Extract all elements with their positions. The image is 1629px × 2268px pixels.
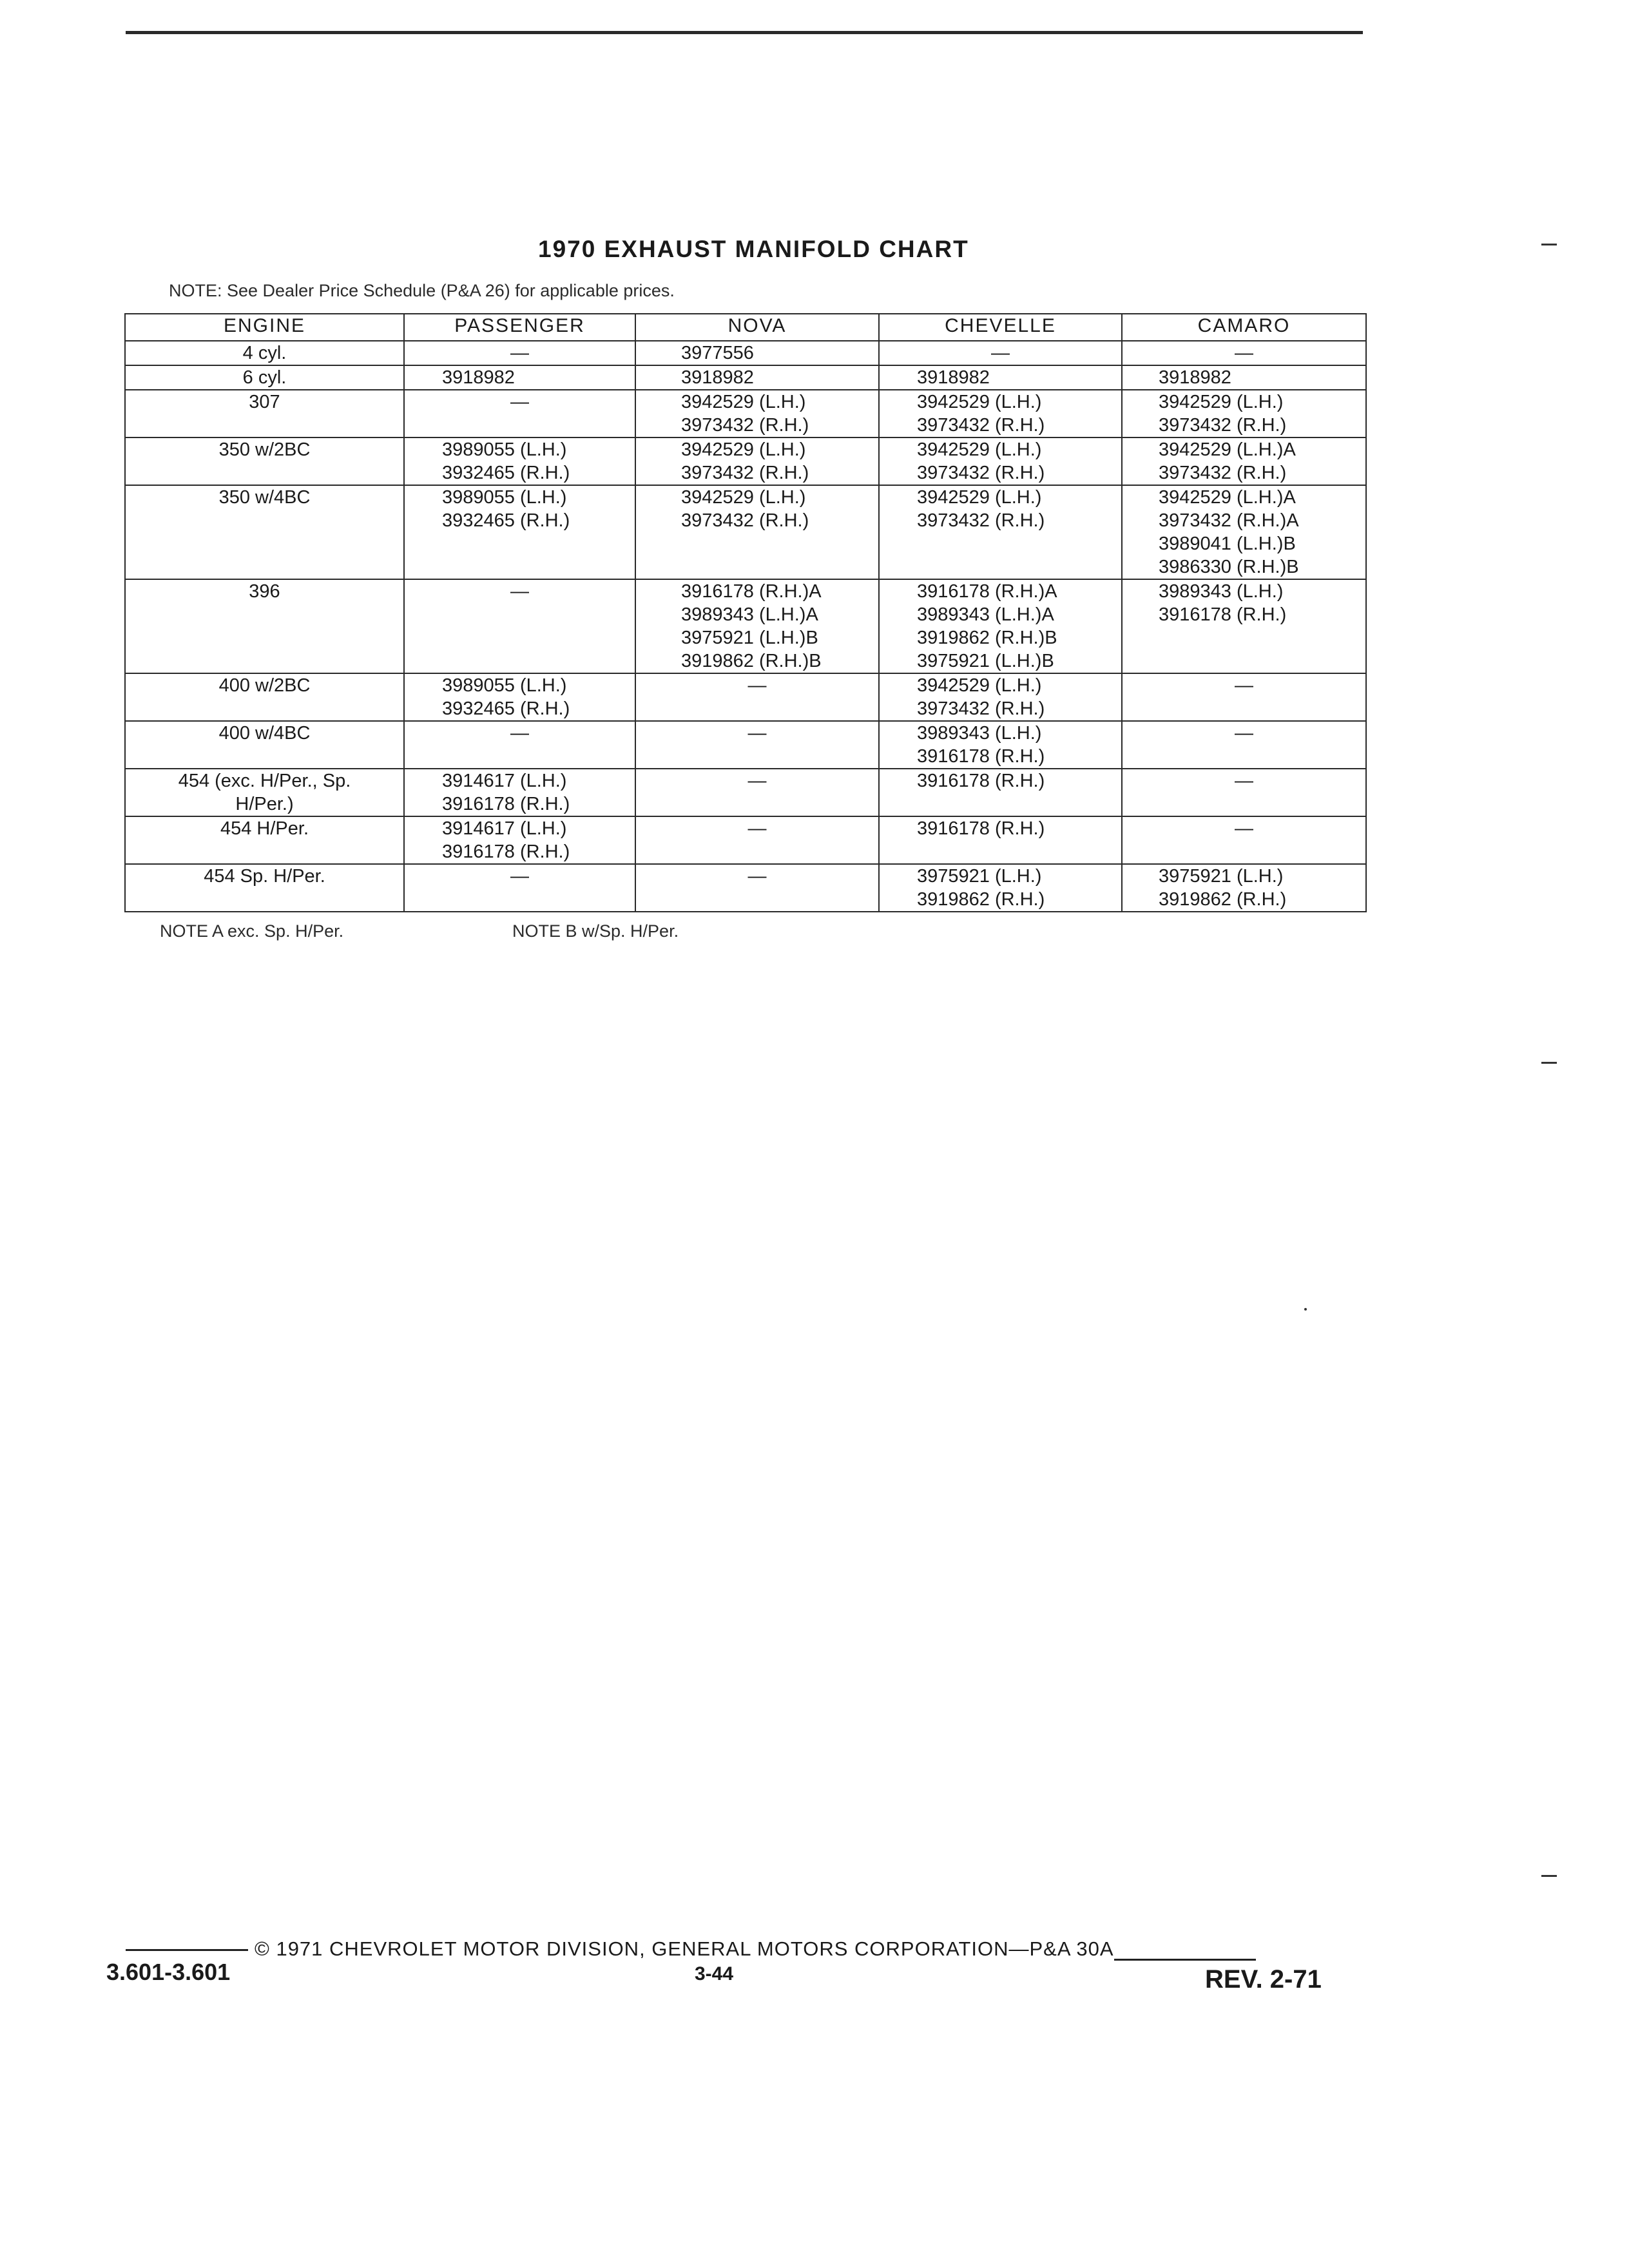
cell-camaro [1122,485,1366,579]
cell-line: 3942529 (L.H.) [917,392,1042,412]
column-header-passenger: PASSENGER [404,314,635,341]
cell-line: 3973432 (R.H.) [1159,415,1287,436]
cell-passenger [404,816,635,864]
cell-line: — [510,866,529,887]
cell-line: 3975921 (L.H.) [917,866,1042,887]
cell-line: 3989343 (L.H.) [917,723,1042,744]
cell-line: 3989055 (L.H.) [442,675,567,696]
cell-line: 3918982 [442,367,515,388]
cell-line: 3916178 (R.H.)A [917,581,1057,602]
cell-line: 3973432 (R.H.) [681,510,809,531]
cell-camaro [1122,365,1366,390]
cell-chevelle [879,721,1122,769]
cell-line: 3942529 (L.H.) [681,439,806,460]
cell-engine [125,579,404,673]
cell-camaro [1122,721,1366,769]
cell-line: 3916178 (R.H.) [442,841,570,862]
cell-line: 3914617 (L.H.) [442,818,567,839]
cell-camaro [1122,769,1366,816]
cell-engine [125,485,404,579]
cell-engine [125,390,404,437]
note-b: NOTE B w/Sp. H/Per. [512,921,679,941]
cell-passenger [404,365,635,390]
cell-line: — [510,343,529,363]
cell-line: 3919862 (R.H.) [917,889,1045,910]
cell-camaro [1122,390,1366,437]
column-header-engine: ENGINE [125,314,404,341]
footer-rule-right [1114,1959,1256,1961]
cell-line: 3989343 (L.H.) [1159,581,1284,602]
column-header-camaro: CAMARO [1122,314,1366,341]
cell-passenger [404,579,635,673]
cell-chevelle [879,864,1122,912]
margin-tick [1541,1875,1557,1877]
table-row [125,769,1366,816]
cell-nova [635,437,879,485]
cell-engine [125,365,404,390]
cell-line: 3918982 [917,367,990,388]
cell-engine [125,341,404,365]
cell-passenger [404,485,635,579]
price-note: NOTE: See Dealer Price Schedule (P&A 26) for applicable prices. [169,281,675,300]
cell-nova [635,365,879,390]
cell-line: 3918982 [681,367,754,388]
cell-nova [635,673,879,721]
cell-chevelle [879,390,1122,437]
section-code: 3.601-3.601 [106,1959,231,1985]
cell-line: 3942529 (L.H.) [681,487,806,508]
cell-line: 3932465 (R.H.) [442,463,570,483]
cell-passenger [404,721,635,769]
cell-line: 3975921 (L.H.)B [917,651,1054,671]
cell-camaro [1122,673,1366,721]
cell-line: — [510,581,529,602]
cell-chevelle [879,816,1122,864]
cell-chevelle [879,769,1122,816]
cell-line: 3919862 (R.H.)B [681,651,822,671]
cell-line: — [510,392,529,412]
revision: REV. 2-71 [1205,1965,1322,1994]
cell-line: 3914617 (L.H.) [442,771,567,791]
cell-line: — [1235,771,1253,791]
cell-camaro [1122,816,1366,864]
cell-line: 3942529 (L.H.) [917,487,1042,508]
cell-chevelle [879,341,1122,365]
cell-line: 3973432 (R.H.)A [1159,510,1299,531]
cell-nova [635,864,879,912]
cell-line: 3973432 (R.H.) [917,415,1045,436]
cell-line: 350 w/4BC [218,487,311,508]
cell-engine [125,769,404,816]
cell-line: 3916178 (R.H.) [917,771,1045,791]
cell-passenger [404,673,635,721]
cell-engine [125,673,404,721]
cell-line: 3932465 (R.H.) [442,510,570,531]
table-row [125,816,1366,864]
cell-line: 3916178 (R.H.) [917,746,1045,767]
cell-nova [635,485,879,579]
table-header-row [125,314,1366,341]
cell-camaro [1122,579,1366,673]
cell-line: 3932465 (R.H.) [442,698,570,719]
cell-line: — [991,343,1010,363]
cell-line: 454 Sp. H/Per. [204,866,325,887]
cell-line: 3916178 (R.H.)A [681,581,822,602]
cell-line: 3918982 [1159,367,1231,388]
cell-line: 3942529 (L.H.)A [1159,487,1296,508]
cell-chevelle [879,485,1122,579]
table-row [125,673,1366,721]
cell-camaro [1122,437,1366,485]
table-row [125,437,1366,485]
cell-line: — [747,866,767,887]
cell-line: 454 (exc. H/Per., Sp. [178,771,351,791]
cell-line: — [747,723,767,744]
cell-engine [125,864,404,912]
margin-tick [1541,244,1557,245]
cell-line: 3989055 (L.H.) [442,487,567,508]
cell-line: 3989055 (L.H.) [442,439,567,460]
cell-line: 3973432 (R.H.) [1159,463,1287,483]
cell-line: — [747,818,767,839]
cell-passenger [404,769,635,816]
cell-nova [635,341,879,365]
cell-line: 3989343 (L.H.)A [917,604,1054,625]
cell-line: — [1235,343,1253,363]
cell-nova [635,816,879,864]
cell-engine [125,721,404,769]
cell-line: 3942529 (L.H.) [681,392,806,412]
margin-tick [1541,1062,1557,1064]
table-row [125,721,1366,769]
cell-nova [635,390,879,437]
cell-line: 3919862 (R.H.) [1159,889,1287,910]
cell-line: 3919862 (R.H.)B [917,628,1057,648]
cell-line: 3942529 (L.H.)A [1159,439,1296,460]
cell-line: — [747,771,767,791]
table-row [125,485,1366,579]
table-row [125,864,1366,912]
cell-line: 3989041 (L.H.)B [1159,533,1296,554]
cell-line: — [747,675,767,696]
cell-line: 3975921 (L.H.) [1159,866,1284,887]
cell-line: 3942529 (L.H.) [917,439,1042,460]
column-header-chevelle: CHEVELLE [879,314,1122,341]
footer-copyright [126,1937,1256,1961]
cell-engine [125,816,404,864]
cell-line: 3916178 (R.H.) [1159,604,1287,625]
cell-line: H/Per.) [235,794,294,814]
cell-line: 3942529 (L.H.) [1159,392,1284,412]
cell-line: 454 H/Per. [220,818,309,839]
cell-line: — [510,723,529,744]
cell-line: — [1235,818,1253,839]
cell-line: 3973432 (R.H.) [917,463,1045,483]
cell-nova [635,769,879,816]
cell-chevelle [879,365,1122,390]
cell-line: 3986330 (R.H.)B [1159,557,1299,577]
cell-line: 400 w/2BC [218,675,311,696]
cell-line: — [1235,675,1253,696]
top-rule [126,31,1363,34]
cell-line: 3973432 (R.H.) [681,463,809,483]
cell-line: 350 w/2BC [218,439,311,460]
cell-line: 307 [249,392,280,412]
cell-line: 6 cyl. [242,367,287,388]
cell-line: 3975921 (L.H.)B [681,628,818,648]
cell-line: 4 cyl. [242,343,287,363]
table-row [125,365,1366,390]
cell-camaro [1122,864,1366,912]
cell-chevelle [879,673,1122,721]
cell-passenger [404,390,635,437]
exhaust-manifold-table [124,313,1367,912]
cell-line: 3973432 (R.H.) [917,510,1045,531]
cell-line: 3977556 [681,343,754,363]
cell-engine [125,437,404,485]
cell-chevelle [879,437,1122,485]
scan-speck [1304,1308,1307,1311]
cell-line: 3916178 (R.H.) [917,818,1045,839]
cell-passenger [404,341,635,365]
table-row [125,390,1366,437]
copyright-text: © 1971 CHEVROLET MOTOR DIVISION, GENERAL MOTORS CORPORATION—P&A 30A [255,1937,1114,1960]
cell-line: 400 w/4BC [218,723,311,744]
cell-line: 3973432 (R.H.) [917,698,1045,719]
cell-camaro [1122,341,1366,365]
cell-line: 3916178 (R.H.) [442,794,570,814]
cell-line: — [1235,723,1253,744]
table-body [125,341,1366,912]
cell-chevelle [879,579,1122,673]
column-header-nova: NOVA [635,314,879,341]
cell-passenger [404,864,635,912]
table-row [125,341,1366,365]
cell-line: 3942529 (L.H.) [917,675,1042,696]
cell-nova [635,579,879,673]
cell-line: 396 [249,581,280,602]
table-row [125,579,1366,673]
note-a: NOTE A exc. Sp. H/Per. [160,921,344,941]
page-number: 3-44 [695,1963,734,1984]
cell-nova [635,721,879,769]
footer-rule-left [126,1949,248,1951]
cell-line: 3989343 (L.H.)A [681,604,818,625]
chart-title: 1970 EXHAUST MANIFOLD CHART [538,236,969,262]
cell-passenger [404,437,635,485]
cell-line: 3973432 (R.H.) [681,415,809,436]
